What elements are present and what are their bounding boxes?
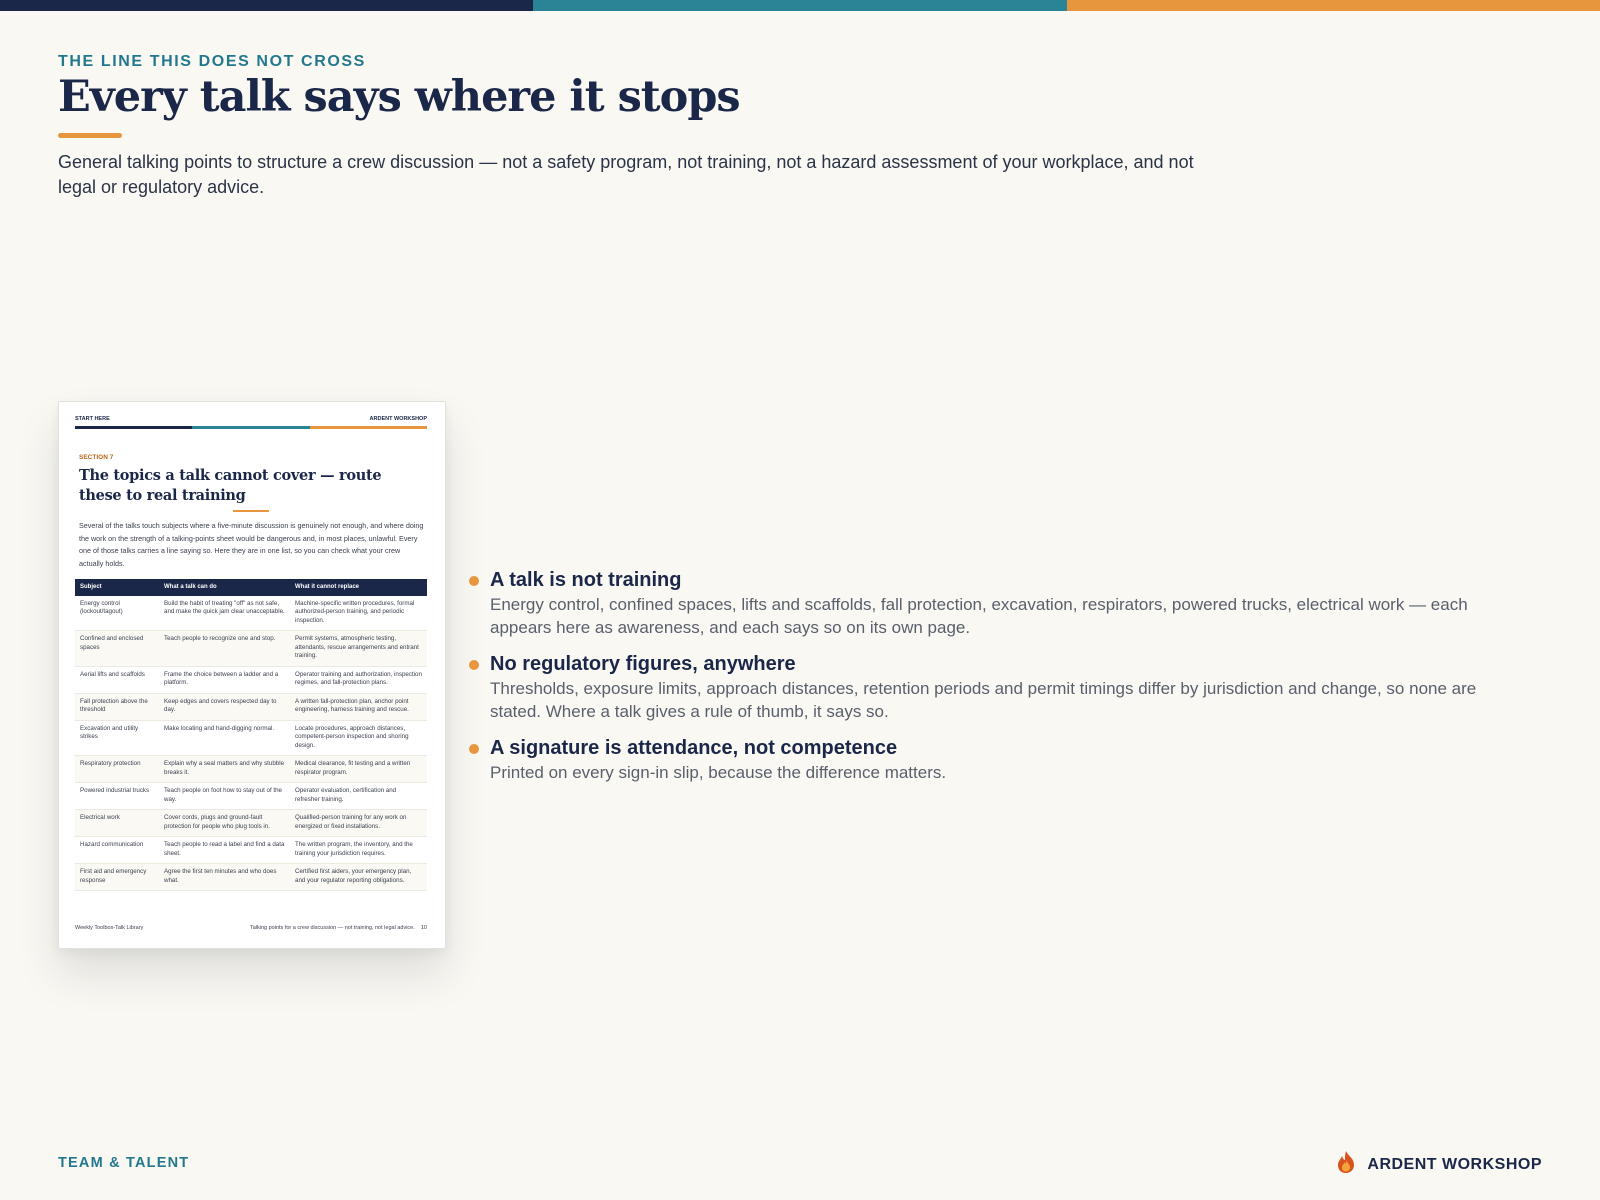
table-cell: Teach people to read a label and find a data sheet. bbox=[159, 837, 290, 864]
bullet-heading: No regulatory figures, anywhere bbox=[490, 653, 796, 675]
bullet-heading: A talk is not training bbox=[490, 569, 682, 591]
list-item bbox=[468, 735, 1528, 784]
bullet-heading: A signature is attendance, not competence bbox=[490, 737, 898, 759]
thumbnail-table bbox=[75, 579, 427, 891]
table-cell: Make locating and hand-digging normal. bbox=[159, 720, 290, 756]
top-bar-orange-segment bbox=[1067, 0, 1600, 11]
thumbnail-page-number: 10 bbox=[420, 925, 427, 931]
table-cell: Operator training and authorization, inspection regimes, and fall-protection plans. bbox=[290, 666, 427, 693]
thumbnail-footer bbox=[75, 925, 427, 931]
footer-category-label: TEAM & TALENT bbox=[58, 1155, 190, 1171]
bullet-body: Printed on every sign-in slip, because the difference matters. bbox=[490, 763, 947, 782]
table-cell: Confined and enclosed spaces bbox=[75, 631, 159, 667]
top-color-bar bbox=[0, 0, 1600, 11]
table-cell: Frame the choice between a ladder and a platform. bbox=[159, 666, 290, 693]
table-cell: First aid and emergency response bbox=[75, 864, 159, 891]
table-cell: Build the habit of treating "off" as not safe, and make the quick jam clear unacceptable. bbox=[159, 596, 290, 631]
thumbnail-footer-right bbox=[250, 925, 427, 931]
table-header-cell: What a talk can do bbox=[159, 579, 290, 596]
table-cell: Energy control (lockout/tagout) bbox=[75, 596, 159, 631]
table-cell: Locate procedures, approach distances, competent-person inspection and shoring design. bbox=[290, 720, 427, 756]
thumbnail-footer-left: Weekly Toolbox-Talk Library bbox=[75, 925, 144, 931]
table-cell: Permit systems, atmospheric testing, attendants, rescue arrangements and entrant training. bbox=[290, 631, 427, 667]
table-row bbox=[75, 783, 427, 810]
table-cell: Teach people to recognize one and stop. bbox=[159, 631, 290, 667]
top-bar-teal-segment bbox=[533, 0, 1066, 11]
table-cell: Powered industrial trucks bbox=[75, 783, 159, 810]
table-cell: Agree the first ten minutes and who does what. bbox=[159, 864, 290, 891]
table-cell: Teach people on foot how to stay out of the way. bbox=[159, 783, 290, 810]
flame-icon bbox=[1335, 1150, 1357, 1179]
table-cell: Certified first aiders, your emergency plan, and your regulator reporting obligations. bbox=[290, 864, 427, 891]
table-cell: Cover cords, plugs and ground-fault protection for people who plug tools in. bbox=[159, 810, 290, 837]
table-row bbox=[75, 631, 427, 667]
thumbnail-section-label: SECTION 7 bbox=[79, 454, 114, 461]
title-underline bbox=[58, 133, 122, 138]
thumbnail-title: The topics a talk cannot cover — route these to real training bbox=[79, 467, 382, 504]
brand-name: ARDENT WORKSHOP bbox=[1367, 1155, 1542, 1173]
table-cell: A written fall-protection plan, anchor point engineering, harness training and rescue. bbox=[290, 693, 427, 720]
table-cell: Excavation and utility strikes bbox=[75, 720, 159, 756]
thumbnail-header-right: ARDENT WORKSHOP bbox=[369, 416, 427, 422]
table-cell: Medical clearance, fit testing and a written respirator program. bbox=[290, 756, 427, 783]
table-cell: Electrical work bbox=[75, 810, 159, 837]
thumbnail-color-bar bbox=[75, 426, 427, 429]
table-cell: Fall protection above the threshold bbox=[75, 693, 159, 720]
thumbnail-header-left: START HERE bbox=[75, 416, 110, 422]
list-item bbox=[468, 567, 1528, 639]
table-cell: The written program, the inventory, and the training your jurisdiction requires. bbox=[290, 837, 427, 864]
table-cell: Explain why a seal matters and why stubble breaks it. bbox=[159, 756, 290, 783]
page-title: Every talk says where it stops bbox=[58, 72, 740, 122]
table-header-cell: Subject bbox=[75, 579, 159, 596]
table-cell: Qualified-person training for any work on energized or fixed installations. bbox=[290, 810, 427, 837]
table-cell: Respiratory protection bbox=[75, 756, 159, 783]
table-row bbox=[75, 596, 427, 631]
bullet-dot-icon bbox=[469, 744, 479, 754]
bullet-dot-icon bbox=[469, 660, 479, 670]
table-header-row bbox=[75, 579, 427, 596]
table-cell: Aerial lifts and scaffolds bbox=[75, 666, 159, 693]
page-subtitle: General talking points to structure a crew discussion — not a safety program, not training, not a hazard assessment of your workplace, and not legal or regulatory advice. bbox=[58, 152, 1194, 197]
thumbnail-header bbox=[75, 416, 427, 424]
table-cell: Machine-specific written procedures, formal authorized-person training, and periodic inspection. bbox=[290, 596, 427, 631]
table-header-cell: What it cannot replace bbox=[290, 579, 427, 596]
list-item bbox=[468, 651, 1528, 723]
top-bar-navy-segment bbox=[0, 0, 533, 11]
table-row bbox=[75, 666, 427, 693]
brand-logo bbox=[1335, 1150, 1542, 1179]
table-cell: Operator evaluation, certification and refresher training. bbox=[290, 783, 427, 810]
table-cell: Hazard communication bbox=[75, 837, 159, 864]
key-points-list bbox=[468, 567, 1528, 796]
document-page-thumbnail bbox=[58, 401, 446, 949]
table-row bbox=[75, 864, 427, 891]
table-row bbox=[75, 810, 427, 837]
table-row bbox=[75, 837, 427, 864]
bullet-body: Energy control, confined spaces, lifts and scaffolds, fall protection, excavation, respirators, powered trucks, electrical work — each appears here as awareness, and each says so on its own page. bbox=[490, 595, 1468, 637]
thumbnail-title-underline bbox=[233, 510, 269, 512]
table-row bbox=[75, 693, 427, 720]
table-row bbox=[75, 720, 427, 756]
bullet-body: Thresholds, exposure limits, approach distances, retention periods and permit timings differ by jurisdiction and change, so none are stated. Where a talk gives a rule of thumb, it says so. bbox=[490, 679, 1477, 721]
thumbnail-footer-note: Talking points for a crew discussion — not training, not legal advice. bbox=[249, 925, 415, 931]
bullet-dot-icon bbox=[469, 576, 479, 586]
thumbnail-paragraph: Several of the talks touch subjects where a five-minute discussion is genuinely not enough, and where doing the work on the strength of a talking-points sheet would be dangerous and, in most places, unlawful. Every one of those talks carries a line saying so. Here they are in one list, so you can check what your crew actually holds. bbox=[79, 521, 424, 568]
eyebrow-label: THE LINE THIS DOES NOT CROSS bbox=[58, 53, 366, 70]
table-cell: Keep edges and covers respected day to day. bbox=[159, 693, 290, 720]
table-row bbox=[75, 756, 427, 783]
